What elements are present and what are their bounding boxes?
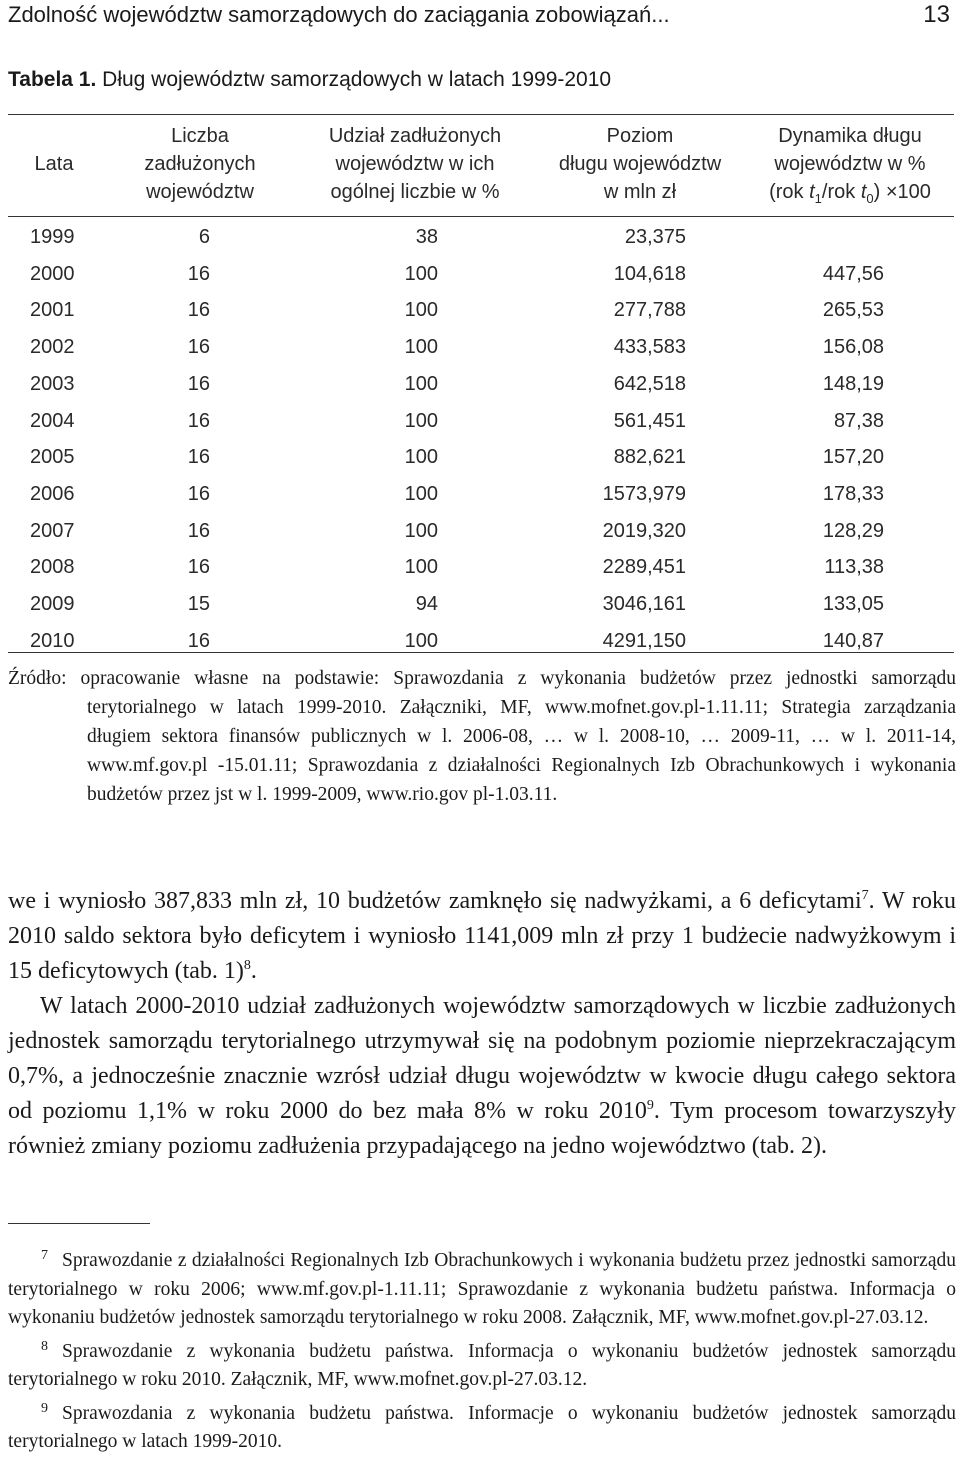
paragraph-2: W latach 2000-2010 udział zadłużonych województw samorządowych w liczbie zadłużonych jednostek samorządu terytorialnego utrzymywał się na podobnym poziomie nieprzekraczającym 0,7%, a jednocześnie znacznie wzrósł udział długu województw w kwocie długu całego sektora od poziomu 1,1% w roku 2000 do bez mała 8% w roku 2010$^9$. Tym procesom towarzyszyły również zmiany poziomu zadłużenia przypadającego na jedno województwo (tab. 2). xyxy=(8,993,956,1159)
cell-dyn: 178,33 xyxy=(822,482,884,505)
table-header-rule xyxy=(8,216,954,217)
table-row xyxy=(0,218,960,255)
cell-year: 2010 xyxy=(30,629,75,652)
footnote-ref-9: 9 xyxy=(646,1098,654,1113)
footnote-7: 7 Sprawozdanie z działalności Regionalnych Izb Obrachunkowych i wykonania budżetu przez jednostki samorządu terytorialnego w roku 2006; www.mf.gov.pl-1.11.11; Sprawozdanie z wykonania budżetu państwa. Informacja o wykonaniu budżetów jednostek samorządu terytorialnego w roku 2008. Załącznik, MF, www.mofnet.gov.pl-27.03.12. xyxy=(8,1248,956,1328)
col-header-count xyxy=(110,122,290,206)
col-header-dynamics-line2: województw w % xyxy=(774,153,926,175)
running-title: Zdolność województw samorządowych do zaciągania zobowiązań... xyxy=(8,2,670,27)
page-number: 13 xyxy=(923,1,950,28)
cell-count: 16 xyxy=(187,556,210,579)
cell-debt: 277,788 xyxy=(613,299,686,322)
cell-debt: 3046,161 xyxy=(602,593,686,615)
table-row xyxy=(0,622,960,659)
cell-share: 100 xyxy=(404,446,438,469)
table-row xyxy=(0,438,960,475)
cell-year: 2005 xyxy=(30,446,75,469)
col-header-share-line1: Udział zadłużonych xyxy=(328,125,502,147)
col-header-dynamics-line3: (rok $t_1$/rok $t_0) \times 100$ xyxy=(769,181,931,206)
table-caption-text: Dług województw samorządowych w latach 1999-2010 xyxy=(96,68,612,91)
col-header-debt xyxy=(540,122,740,206)
cell-share: 94 xyxy=(415,593,438,615)
cell-count: 15 xyxy=(187,593,210,615)
footnote-9: 9 Sprawozdania z wykonania budżetu państwa. Informacje o wykonaniu budżetów jednostek samorządu terytorialnego w latach 1999-2010. xyxy=(8,1400,956,1452)
cell-year: 2009 xyxy=(30,593,75,615)
paragraph-1: we i wyniosło 387,833 mln zł, 10 budżetów zamknęło się nadwyżkami, a 6 deficytami$^7$. W roku 2010 saldo sektora było deficytem i wyniosło 1141,009 mln zł przy 1 budżecie nadwyżkowym i 15 deficytowych (tab. 1)$^8$. xyxy=(8,888,956,984)
cell-debt: 1573,979 xyxy=(602,482,686,505)
cell-dyn: 113,38 xyxy=(824,556,884,579)
cell-count: 16 xyxy=(187,336,210,359)
cell-share: 100 xyxy=(404,262,438,285)
table-source-note: Źródło: opracowanie własne na podstawie: Sprawozdania z wykonania budżetów przez jednostki samorządu terytorialnego w latach 1999-2010. Załączniki, MF, www.mofnet.gov.pl-1.11.11; Strategia zarządzania długiem sektora finansów publicznych w l. 2006-08, … w l. 2008-10, … 2009-11, … w l. 2011-14, www.mf.gov.pl -15.01.11; Sprawozdania z działalności Regionalnych Izb Obrachunkowych i wykonania budżetów przez jst w l. 1999-2009, www.rio.gov pl-1.03.11. xyxy=(8,668,956,805)
col-header-share-line3: ogólnej liczbie w % xyxy=(330,181,500,203)
cell-year: 2002 xyxy=(30,336,75,359)
cell-share: 100 xyxy=(404,482,438,505)
table-row xyxy=(0,291,960,328)
cell-year: 2007 xyxy=(30,519,75,542)
cell-year: 2006 xyxy=(30,482,75,505)
col-header-share xyxy=(310,122,520,206)
cell-year: 2004 xyxy=(30,409,75,432)
table-top-rule xyxy=(8,114,954,115)
col-header-year: Lata xyxy=(34,153,74,175)
table-row xyxy=(0,548,960,585)
cell-dyn: 148,19 xyxy=(822,372,884,395)
cell-debt: 23,375 xyxy=(624,226,686,248)
col-header-debt-line3: w mln zł xyxy=(603,181,677,203)
cell-debt: 433,583 xyxy=(613,336,686,359)
col-header-debt-line1: Poziom xyxy=(606,125,674,147)
cell-dyn: 87,38 xyxy=(833,409,884,432)
cell-share: 100 xyxy=(404,519,438,542)
cell-dyn: 157,20 xyxy=(822,446,884,469)
cell-debt: 2289,451 xyxy=(602,556,686,579)
cell-dyn: 447,56 xyxy=(822,262,884,285)
cell-count: 16 xyxy=(187,262,210,285)
table-row xyxy=(0,402,960,439)
cell-debt: 882,621 xyxy=(613,446,686,469)
cell-share: 38 xyxy=(415,226,438,248)
body-text xyxy=(8,884,956,1164)
footnote-separator xyxy=(8,1223,150,1224)
footnote-ref-7: 7 xyxy=(861,888,869,903)
cell-debt: 2019,320 xyxy=(602,519,686,542)
cell-dyn: 156,08 xyxy=(822,336,884,359)
col-header-dynamics xyxy=(750,122,950,213)
cell-share: 100 xyxy=(404,556,438,579)
cell-count: 16 xyxy=(187,299,210,322)
col-header-dynamics-line1: Dynamika długu xyxy=(778,125,922,147)
cell-debt: 104,618 xyxy=(613,262,686,285)
table-row xyxy=(0,512,960,549)
col-header-share-line2: województw w ich xyxy=(335,153,495,175)
cell-dyn: 128,29 xyxy=(822,519,884,542)
cell-dyn: 265,53 xyxy=(822,299,884,322)
cell-share: 100 xyxy=(404,372,438,395)
col-header-count-line2: zadłużonych xyxy=(144,153,256,175)
cell-count: 16 xyxy=(187,629,210,652)
cell-debt: 561,451 xyxy=(613,409,686,432)
table-caption xyxy=(8,66,611,94)
cell-share: 100 xyxy=(404,629,438,652)
cell-count: 16 xyxy=(187,409,210,432)
footnote-8: 8 Sprawozdanie z wykonania budżetu państwa. Informacja o wykonaniu budżetów jednostek samorządu terytorialnego w roku 2010. Załącznik, MF, www.mofnet.gov.pl-27.03.12. xyxy=(8,1338,956,1390)
cell-year: 2008 xyxy=(30,556,75,579)
cell-year: 1999 xyxy=(30,226,75,248)
col-header-count-line1: Liczba xyxy=(171,125,229,147)
cell-year: 2003 xyxy=(30,372,75,395)
table-row xyxy=(0,585,960,622)
cell-count: 16 xyxy=(187,372,210,395)
table-row xyxy=(0,365,960,402)
cell-year: 2001 xyxy=(30,299,75,322)
cell-count: 16 xyxy=(187,482,210,505)
table-caption-label: Tabela 1. xyxy=(8,68,97,91)
cell-count: 16 xyxy=(187,446,210,469)
table-row xyxy=(0,475,960,512)
cell-dyn: 140,87 xyxy=(822,629,884,652)
cell-year: 2000 xyxy=(30,262,75,285)
table-row xyxy=(0,255,960,292)
table-row xyxy=(0,328,960,365)
cell-dyn: 133,05 xyxy=(822,593,884,615)
cell-debt: 642,518 xyxy=(613,372,686,395)
col-header-count-line3: województw xyxy=(146,181,254,203)
cell-share: 100 xyxy=(404,409,438,432)
col-header-debt-line2: długu województw xyxy=(558,153,722,175)
footnote-ref-8: 8 xyxy=(243,958,251,973)
cell-debt: 4291,150 xyxy=(602,629,686,652)
cell-share: 100 xyxy=(404,299,438,322)
cell-share: 100 xyxy=(404,336,438,359)
footnotes xyxy=(8,1242,956,1457)
cell-count: 6 xyxy=(198,226,210,248)
cell-count: 16 xyxy=(187,519,210,542)
